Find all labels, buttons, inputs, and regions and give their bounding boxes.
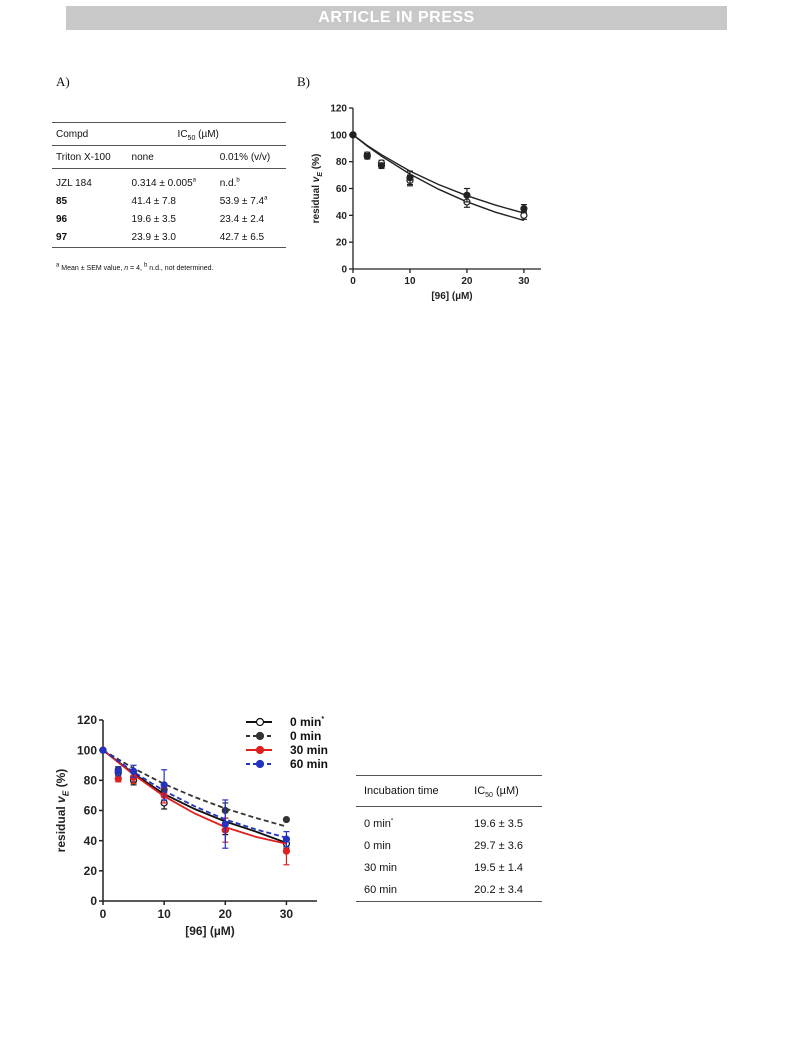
y-tick-label: 60 <box>335 184 347 195</box>
table-row <box>356 879 542 902</box>
compound-name: JZL 184 <box>56 178 92 189</box>
x-axis-label: [96] (µM) <box>431 291 473 302</box>
table-header-row <box>52 123 286 146</box>
triton-label: Triton X-100 <box>52 146 128 169</box>
x-tick-label: 10 <box>404 276 416 287</box>
data-point <box>407 175 413 181</box>
fit-curve <box>353 135 524 221</box>
y-tick-label: 20 <box>335 237 347 249</box>
ic50-triton-table <box>52 122 286 248</box>
table-row <box>356 835 542 857</box>
x-axis-label: [96] (µM) <box>185 924 235 938</box>
incubation-time: 30 min <box>364 862 398 874</box>
banner-text: ARTICLE IN PRESS <box>318 9 475 26</box>
incubation-ic50-table <box>356 775 542 902</box>
data-point <box>283 817 289 823</box>
y-axis-label: residual $v_E$ (%) <box>54 768 71 853</box>
ic50-none: 19.6 ± 3.5 <box>131 214 176 225</box>
y-tick-label: 60 <box>83 803 97 818</box>
x-tick-label: 30 <box>279 907 294 921</box>
chart-b-inhibition <box>305 100 555 310</box>
ic50-triton: 42.7 ± 6.5 <box>216 229 286 248</box>
y-tick-label: 80 <box>83 773 97 788</box>
incubation-table-body <box>356 807 542 902</box>
y-tick-label: 120 <box>76 713 97 728</box>
data-point <box>222 821 228 827</box>
table-row <box>356 857 542 879</box>
data-point <box>521 206 527 212</box>
table-header-row <box>356 776 542 807</box>
legend-label: 0 min* <box>290 715 325 729</box>
table-row <box>52 193 286 211</box>
x-tick-label: 10 <box>157 907 171 921</box>
data-point <box>115 776 121 782</box>
ic50-value: 19.6 ± 3.5 <box>474 818 524 830</box>
table-row <box>356 807 542 836</box>
table-row <box>52 229 286 248</box>
ic50-none: 41.4 ± 7.8 <box>131 196 176 207</box>
x-tick-label: 30 <box>518 276 530 287</box>
ic50-value: 20.2 ± 3.4 <box>466 879 542 902</box>
data-point <box>378 163 384 169</box>
y-tick-label: 120 <box>330 103 347 115</box>
article-in-press-banner <box>66 6 727 30</box>
x-tick-label: 0 <box>350 276 356 287</box>
x-tick-label: 0 <box>99 907 107 921</box>
ic50-table-body <box>52 175 286 248</box>
table-row <box>52 175 286 193</box>
legend-marker <box>257 719 264 726</box>
incubation-time: 60 min <box>356 879 466 902</box>
incubation-time: 0 min* <box>364 818 394 830</box>
triton-none: none <box>128 146 216 169</box>
ic50-none: 0.314 ± 0.005$^a$ <box>131 177 196 189</box>
legend-marker <box>257 747 264 754</box>
ic50-none: 23.9 ± 3.0 <box>128 229 216 248</box>
y-tick-label: 100 <box>76 743 97 758</box>
ic50-triton: n.d.$^b$ <box>219 177 240 189</box>
data-point <box>350 132 356 138</box>
chart-incubation-time <box>50 710 340 950</box>
data-point <box>464 192 470 198</box>
y-tick-label: 20 <box>83 864 97 879</box>
compound-name: 97 <box>52 229 128 248</box>
x-tick-label: 20 <box>218 907 232 921</box>
x-tick-label: 20 <box>461 276 473 287</box>
col-ic50: $IC_{50}$ (µM) <box>466 776 542 807</box>
table-row <box>52 211 286 229</box>
legend-marker <box>257 761 264 768</box>
compound-name: 96 <box>56 214 68 225</box>
data-point <box>283 848 289 854</box>
y-tick-label: 40 <box>335 210 347 222</box>
col-incubation-time: Incubation time <box>356 776 466 807</box>
ic50-value: 29.7 ± 3.6 <box>474 840 524 852</box>
y-tick-label: 0 <box>341 264 347 276</box>
y-tick-label: 80 <box>335 157 347 169</box>
panel-a-label: A) <box>56 74 70 89</box>
compound-name: 85 <box>56 196 68 207</box>
legend-label: 0 min <box>290 729 322 743</box>
data-point <box>283 836 289 842</box>
data-point <box>131 768 137 774</box>
table-a-footnote: $^a$ Mean ± SEM value, n = 4, $^b$ n.d., not determined. <box>56 262 214 272</box>
triton-pct: 0.01% (v/v) <box>216 146 286 169</box>
y-tick-label: 100 <box>330 130 347 142</box>
data-point <box>364 153 370 159</box>
col-ic50: $IC_{50}$ (µM) <box>128 123 286 146</box>
legend-label: 30 min <box>290 743 329 757</box>
ic50-triton: 53.9 ± 7.4$^a$ <box>219 195 268 207</box>
incubation-time: 0 min <box>364 840 391 852</box>
y-tick-label: 0 <box>90 894 97 909</box>
panel-b-label: B) <box>297 74 310 89</box>
y-tick-label: 40 <box>83 833 97 848</box>
ic50-value: 19.5 ± 1.4 <box>474 862 524 874</box>
fit-curve <box>353 135 524 213</box>
triton-row <box>52 146 286 169</box>
data-point <box>100 747 106 753</box>
y-axis-label: residual $v_E$ (%) <box>311 153 324 224</box>
legend-label: 60 min <box>290 757 329 771</box>
data-point <box>115 768 121 774</box>
data-point <box>161 782 167 788</box>
col-compd: Compd <box>52 123 128 146</box>
legend-marker <box>257 733 264 740</box>
ic50-triton: 23.4 ± 2.4 <box>219 214 265 225</box>
